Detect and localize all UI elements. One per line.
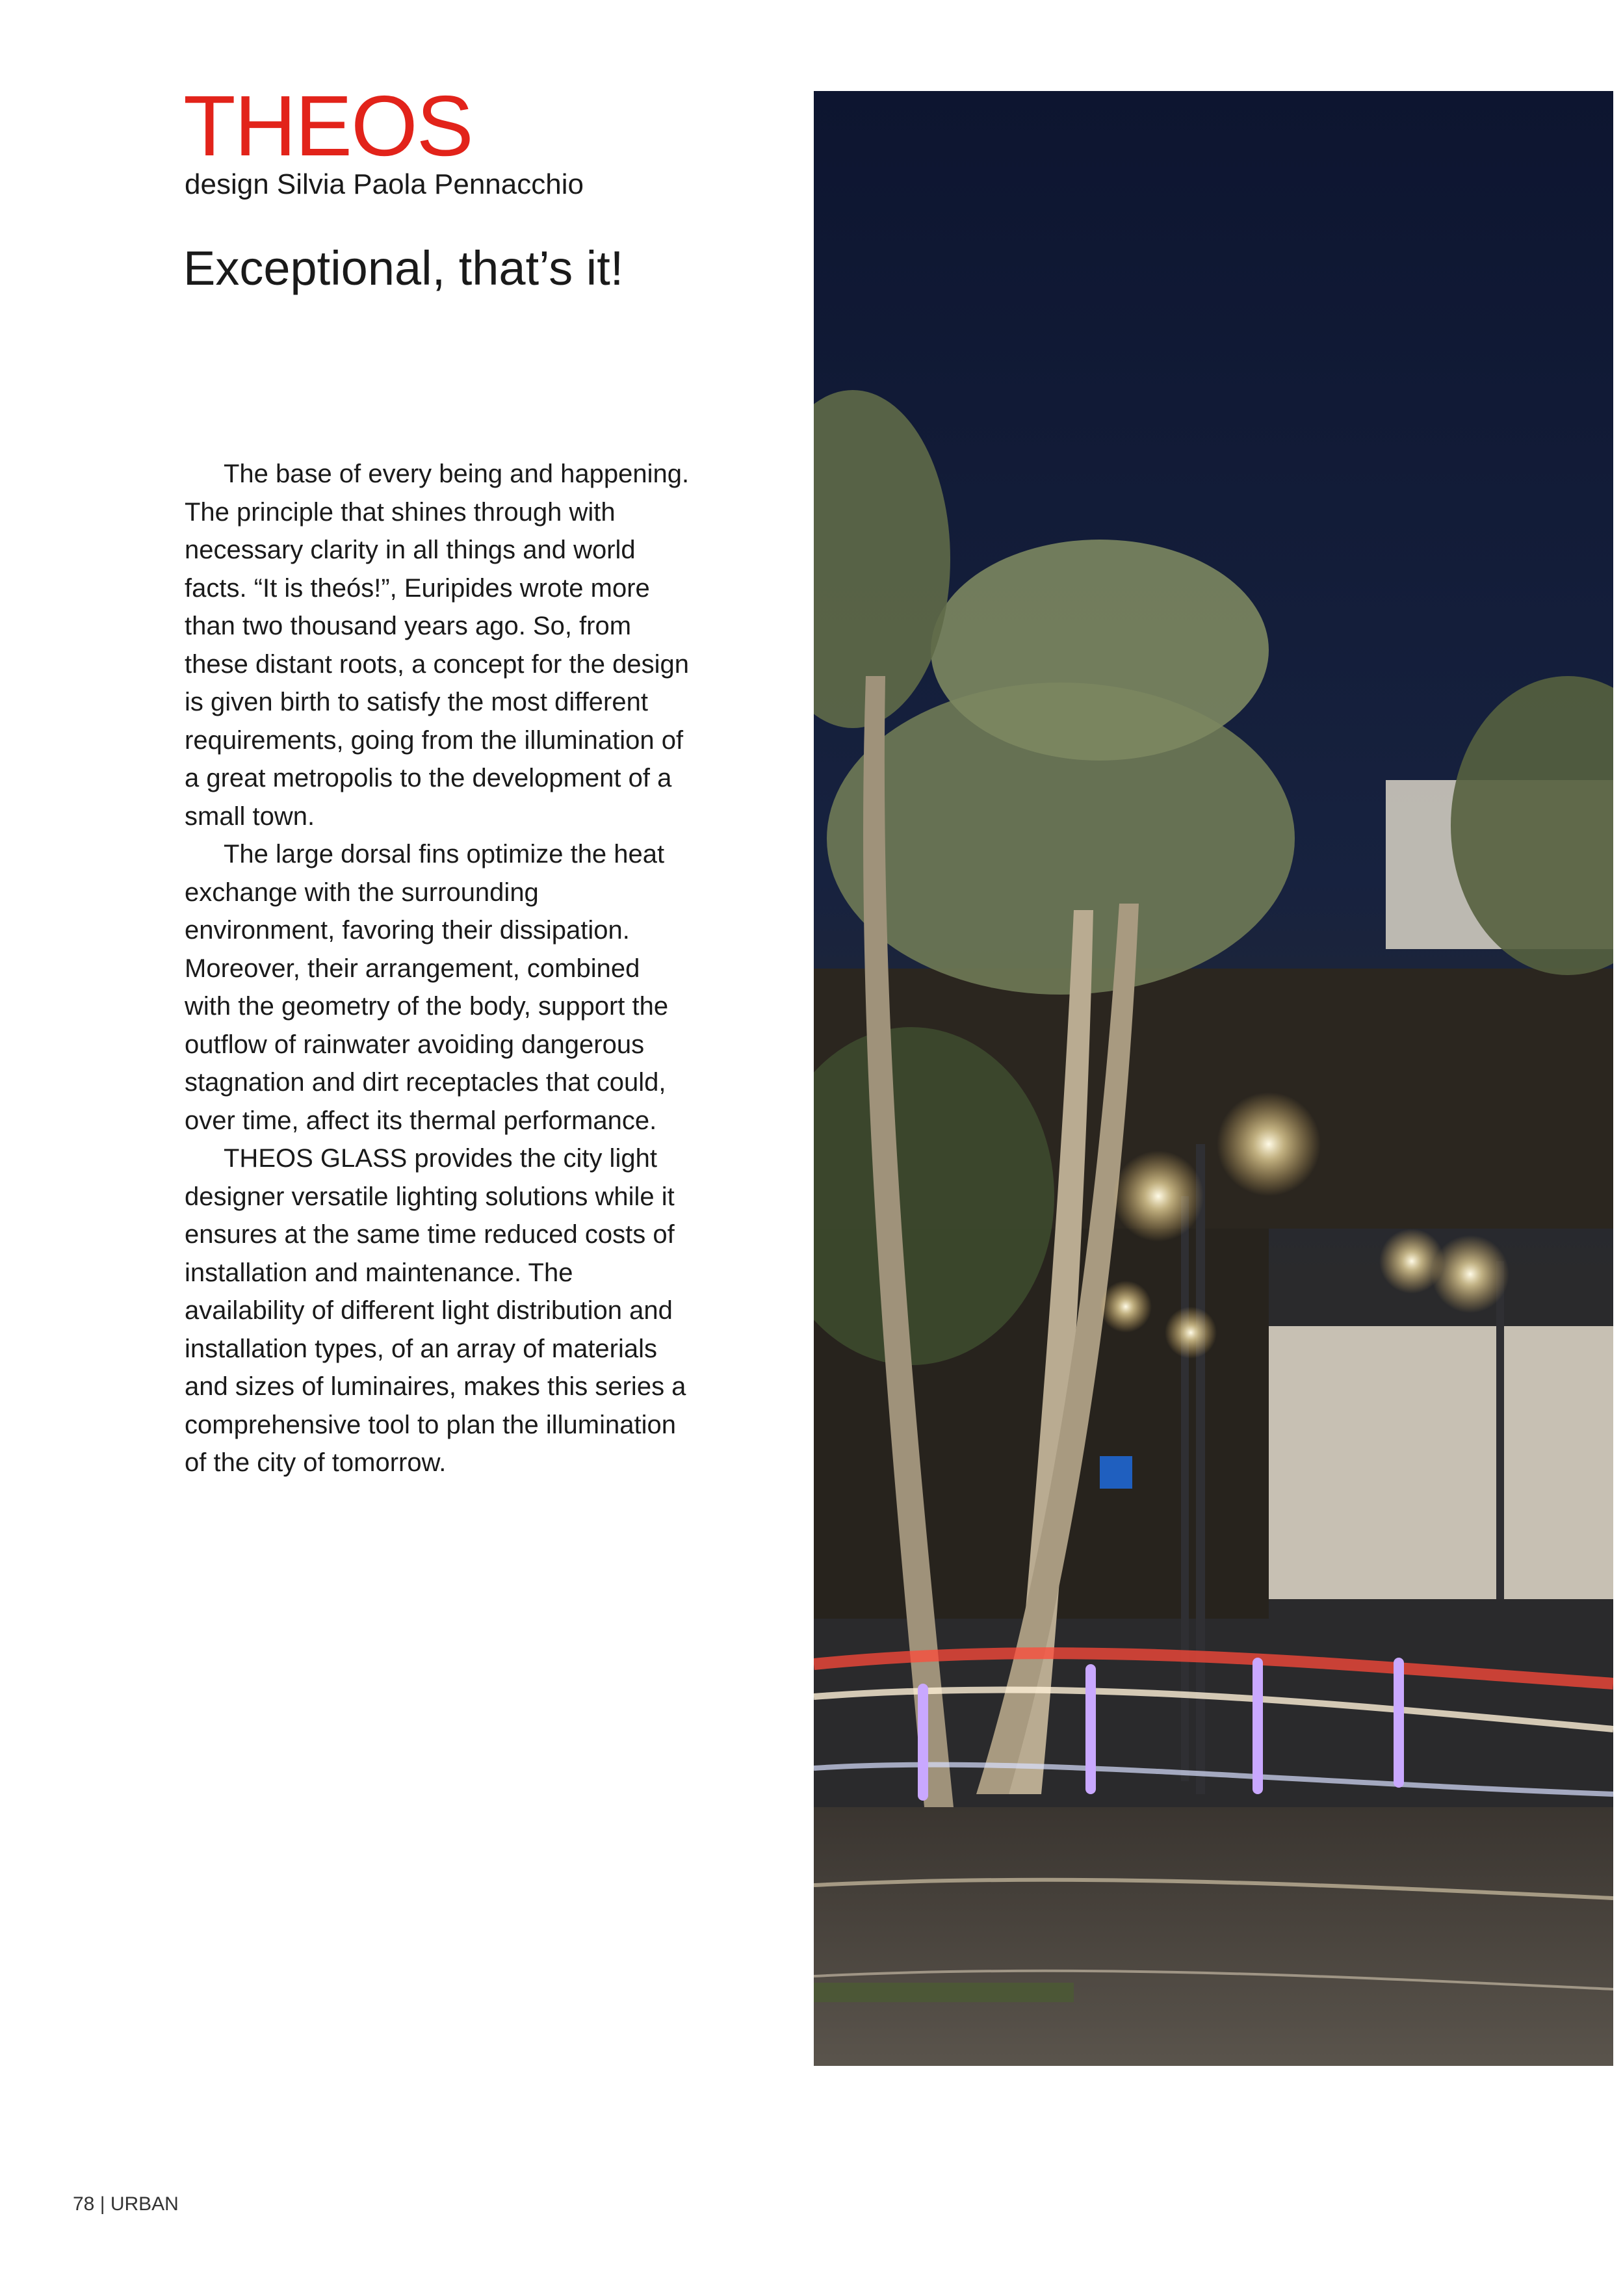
photo-illustration [814,91,1613,2066]
fountain-1 [918,1684,928,1801]
paragraph-1: The base of every being and happening. The principle that shines through with necessary clarity in all things and world facts. “It is theós!”, Euripides wrote more than two thousand years ago. So, from these distant roots, a concept for the design is given birth to satisfy the most different requirements, going from the illumination of a great metropolis to the development of a small town. [185,460,690,831]
lamp-glow-6 [1165,1307,1217,1359]
building-white [1269,1326,1613,1599]
median-strip [814,1983,1074,2002]
fountain-4 [1394,1658,1404,1788]
headline: Exceptional, that’s it! [183,241,624,295]
road [814,1807,1613,2066]
product-title: THEOS [183,78,473,174]
body-text [185,455,692,1482]
palm-crown-top [931,540,1269,761]
lamp-glow-4 [1379,1229,1444,1294]
page-folio: 78 | URBAN [73,2193,179,2215]
lamp-glow-5 [1100,1281,1152,1333]
designer-credit: design Silvia Paola Pennacchio [185,168,584,200]
lamp-pole-3 [1496,1261,1504,1599]
lamp-glow-2 [1113,1151,1204,1242]
paragraph-2: The large dorsal fins optimize the heat exchange with the surrounding environment, favoring their dissipation. Moreover, their arrangement, combined with the geometry of the body, support the outflow of rainwater avoiding dangerous stagnation and dirt receptacles that could, over time, affect its thermal performance. [185,840,669,1135]
lamp-glow-3 [1431,1235,1509,1313]
crosswalk-sign [1100,1456,1132,1489]
fountain-3 [1253,1658,1263,1794]
paragraph-3: THEOS GLASS provides the city light designer versatile lighting solutions while it ensures at the same time reduced costs of installation and maintenance. The availability of different light distribution and installation types, of an array of materials and sizes of luminaires, makes this series a comprehensive tool to plan the illumination of the city of tomorrow. [185,1144,686,1477]
lamp-glow-1 [1217,1092,1321,1196]
night-street-photo [814,91,1613,2066]
fountain-2 [1085,1664,1096,1794]
